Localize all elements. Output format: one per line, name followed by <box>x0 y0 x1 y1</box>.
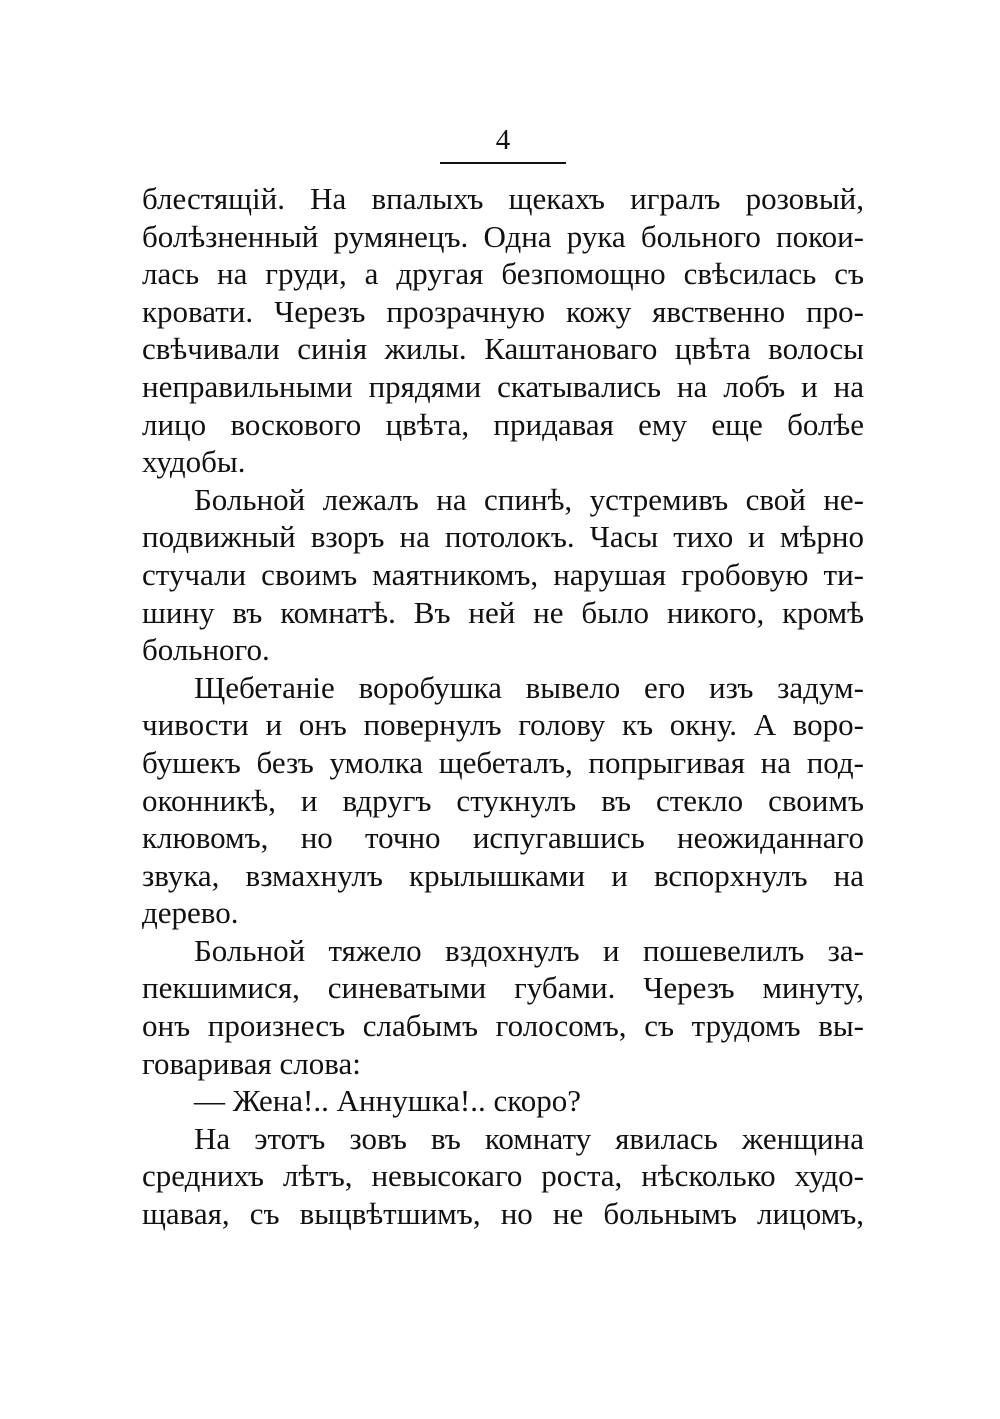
body-text <box>142 180 864 1233</box>
text-line: Щебетаніе воробушка вывело его изъ задум- <box>194 669 864 705</box>
text-line: лась на груди, а другая безпомощно свѣсилась съ <box>142 256 864 292</box>
text-line: звука, взмахнулъ крылышками и вспорхнулъ на <box>142 857 864 893</box>
text-line: дерево. <box>142 895 239 931</box>
text-line: свѣчивали синія жилы. Каштановаго цвѣта волосы <box>142 331 864 367</box>
page-number-rule <box>440 162 566 164</box>
text-line: — Жена!.. Аннушка!.. скоро? <box>194 1083 582 1119</box>
text-line: клювомъ, но точно испугавшись неожиданнаго <box>142 820 864 856</box>
text-line: пекшимися, синеватыми губами. Черезъ минуту, <box>142 970 864 1006</box>
text-line: Больной тяжело вздохнулъ и пошевелилъ за- <box>194 932 864 968</box>
text-line: худобы. <box>142 444 246 480</box>
text-line: говаривая слова: <box>142 1045 361 1081</box>
text-line: оконникѣ, и вдругъ стукнулъ въ стекло своимъ <box>142 782 864 818</box>
text-line: кровати. Черезъ прозрачную кожу явственно про- <box>142 293 864 329</box>
text-line: шину въ комнатѣ. Въ ней не было никого, кромѣ <box>142 594 864 630</box>
text-line: онъ произнесъ слабымъ голосомъ, съ трудомъ вы- <box>142 1008 864 1044</box>
text-line: На этотъ зовъ въ комнату явилась женщина <box>194 1120 864 1156</box>
text-line: чивости и онъ повернулъ голову къ окну. А воро- <box>142 707 864 743</box>
text-line: больного. <box>142 632 270 668</box>
text-line: блестящій. На впалыхъ щекахъ игралъ розовый, <box>142 181 864 216</box>
text-line: болѣзненный румянецъ. Одна рука больного покои- <box>142 218 864 254</box>
text-line: бушекъ безъ умолка щебеталъ, попрыгивая на под- <box>142 744 864 780</box>
text-line: лицо воскового цвѣта, придавая ему еще болѣе <box>142 406 864 442</box>
text-line: неправильными прядями скатывались на лобъ и на <box>142 368 864 404</box>
text-line: среднихъ лѣтъ, невысокаго роста, нѣсколько худо- <box>142 1158 864 1194</box>
page-number: 4 <box>495 124 511 156</box>
text-line: стучали своимъ маятникомъ, нарушая гробовую ти- <box>142 556 864 592</box>
text-line: щавая, съ выцвѣтшимъ, но не больнымъ лицомъ, <box>142 1196 864 1232</box>
text-line: Больной лежалъ на спинѣ, устремивъ свой не- <box>194 481 864 517</box>
text-line: подвижный взоръ на потолокъ. Часы тихо и мѣрно <box>142 519 864 555</box>
